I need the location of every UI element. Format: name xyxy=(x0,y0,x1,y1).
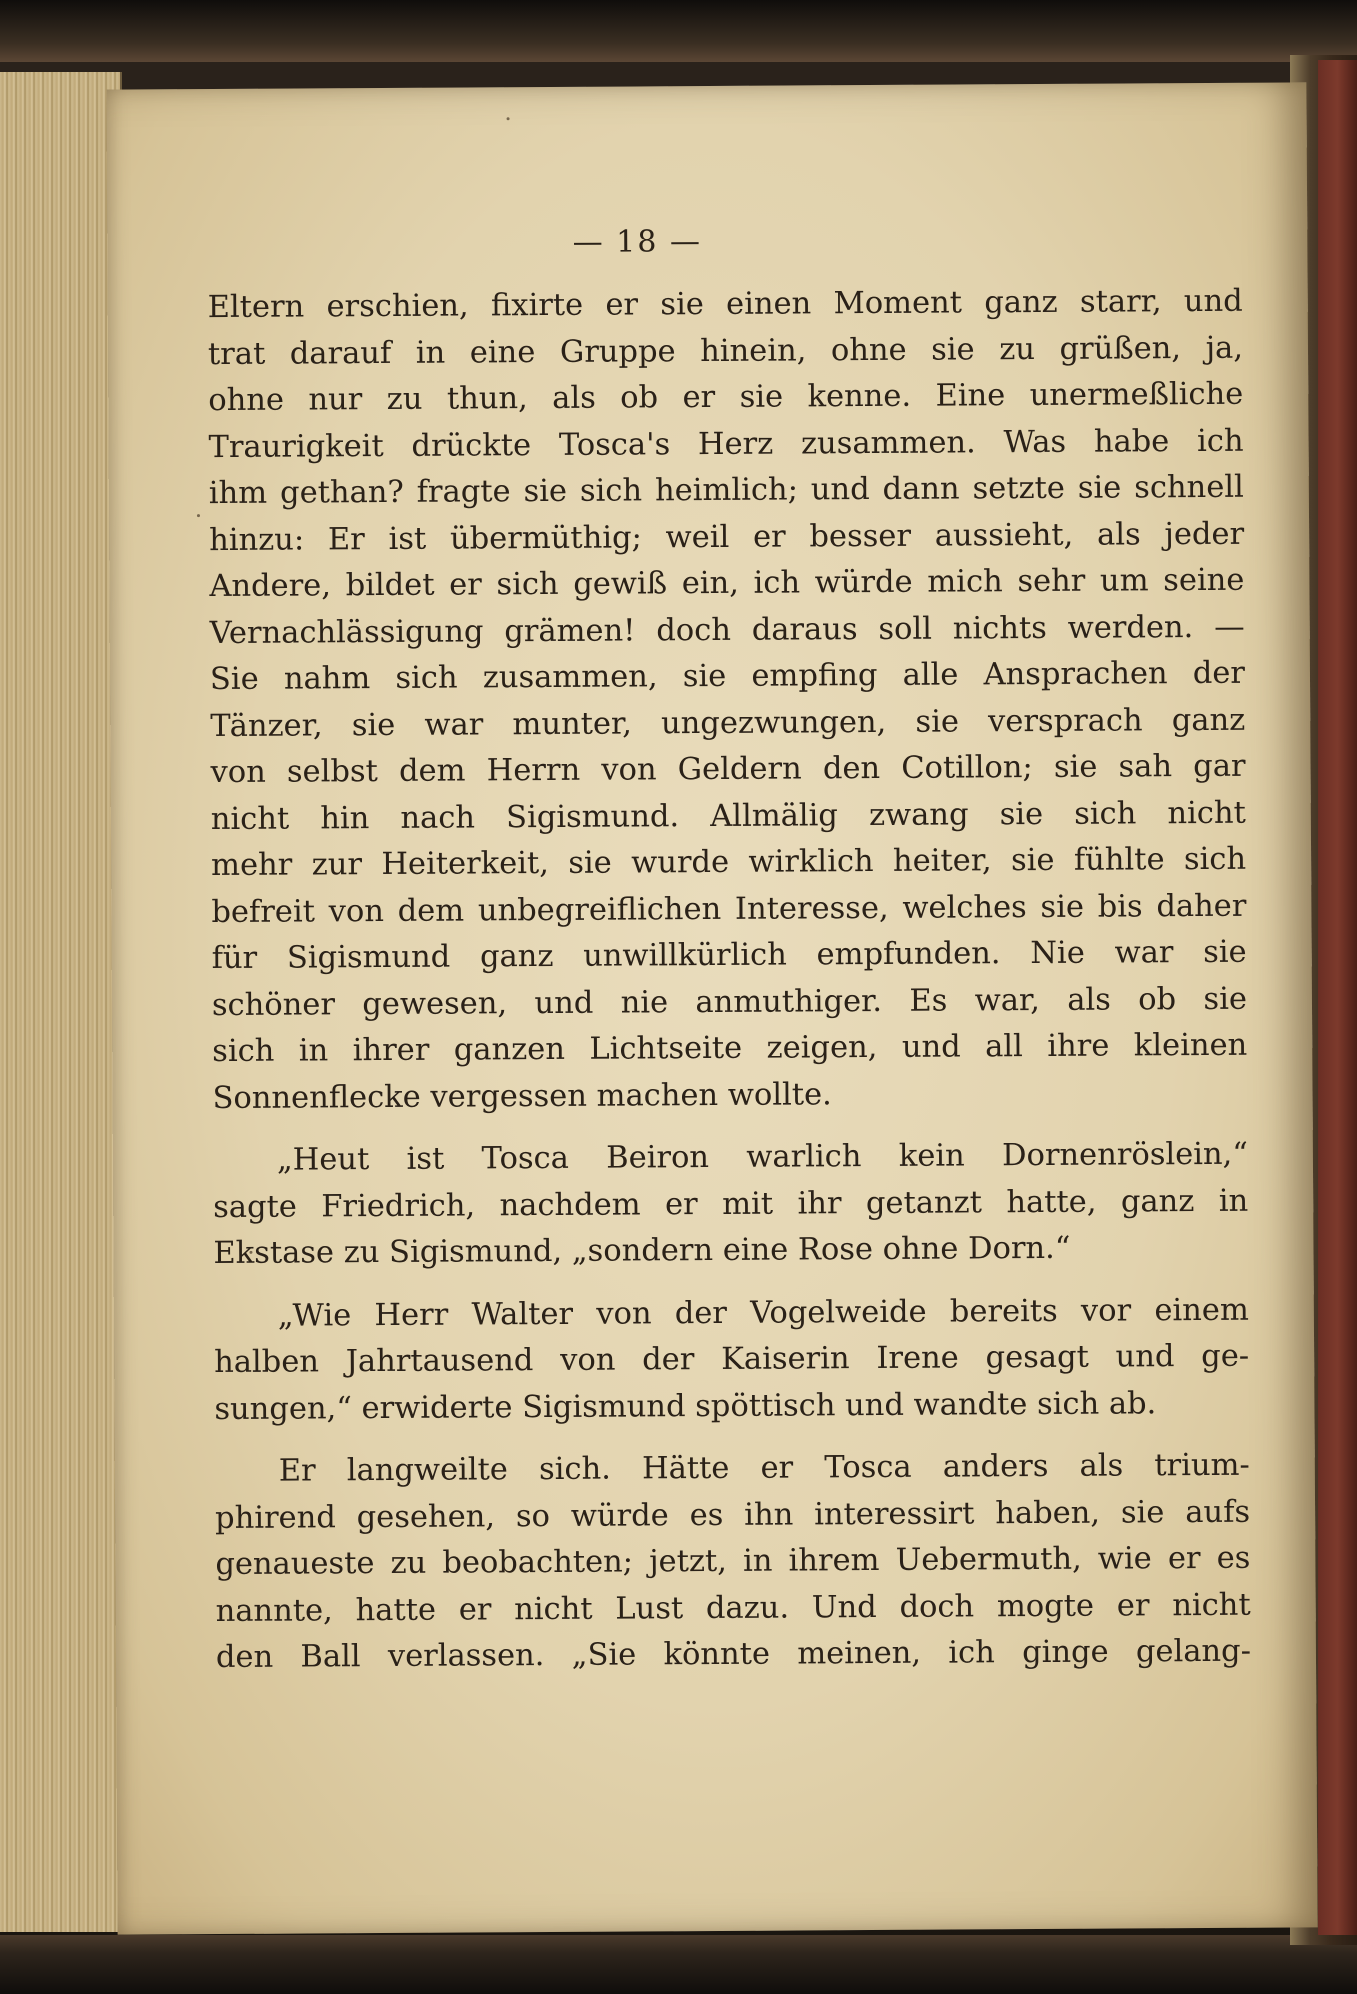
text-line: trat darauf in eine Gruppe hinein, ohne sie zu grüßen, ja, xyxy=(207,330,1244,372)
text-line: ihm gethan? fragte sie sich heimlich; und dann setzte sie schnell xyxy=(208,469,1244,512)
stacked-page-edges xyxy=(0,72,122,1932)
text-line: Er langweilte sich. Hätte er Tosca anders als trium- xyxy=(278,1447,1250,1489)
text-line: „Heut ist Tosca Beiron warlich kein Dornenröslein,“ xyxy=(276,1136,1249,1178)
binding-red-cloth xyxy=(1318,60,1357,1935)
text-line: Ekstase zu Sigismund, „sondern eine Rose ohne Dorn.“ xyxy=(213,1230,1071,1272)
text-line: von selbst dem Herrn von Geldern den Cotillon; sie sah gar xyxy=(210,748,1246,791)
book-cover-bottom-edge xyxy=(0,1935,1357,1994)
text-line: Sonnenflecke vergessen machen wollte. xyxy=(212,1076,832,1116)
text-line: sagte Friedrich, nachdem er mit ihr getanzt hatte, ganz in xyxy=(213,1183,1249,1225)
text-line: befreit von dem unbegreiflichen Interesse, welches sie bis daher xyxy=(211,888,1247,930)
text-line: Andere, bildet er sich gewiß ein, ich würde mich sehr um seine xyxy=(209,562,1245,605)
text-line: Traurigkeit drückte Tosca's Herz zusammen. Was habe ich xyxy=(208,423,1244,465)
body-text xyxy=(208,279,1252,1682)
paper-speck xyxy=(197,514,200,517)
text-line: Tänzer, sie war munter, ungezwungen, sie versprach ganz xyxy=(210,702,1246,744)
text-line: Vernachlässigung grämen! doch daraus soll nichts werden. — xyxy=(209,609,1245,651)
text-line: phirend gesehen, so würde es ihn interessirt haben, sie aufs xyxy=(214,1494,1251,1536)
page-number: — 18 — xyxy=(572,224,703,260)
text-line: „Wie Herr Walter von der Vogelweide bereits vor einem xyxy=(277,1292,1249,1334)
paper-speck xyxy=(507,117,510,120)
text-line: sungen,“ erwiderte Sigismund spöttisch und wandte sich ab. xyxy=(214,1385,1157,1427)
text-line: schöner gewesen, und nie anmuthiger. Es war, als ob sie xyxy=(211,981,1248,1023)
text-line: für Sigismund ganz unwillkürlich empfunden. Nie war sie xyxy=(211,934,1247,977)
book-page xyxy=(106,82,1317,1934)
text-line: den Ball verlassen. „Sie könnte meinen, ich ginge gelang- xyxy=(215,1633,1252,1676)
text-line: halben Jahrtausend von der Kaiserin Irene gesagt und ge- xyxy=(214,1338,1250,1381)
text-line: Eltern erschien, fixirte er sie einen Moment ganz starr, und xyxy=(207,283,1243,326)
text-line: nannte, hatte er nicht Lust dazu. Und doch mogte er nicht xyxy=(215,1587,1251,1629)
text-line: ohne nur zu thun, als ob er sie kenne. Eine unermeßliche xyxy=(208,376,1244,419)
text-line: sich in ihrer ganzen Lichtseite zeigen, und all ihre kleinen xyxy=(212,1027,1248,1070)
book-cover-top-edge xyxy=(0,0,1357,62)
text-line: hinzu: Er ist übermüthig; weil er besser aussieht, als jeder xyxy=(209,516,1245,558)
text-line: nicht hin nach Sigismund. Allmälig zwang sie sich nicht xyxy=(210,795,1246,837)
text-line: genaueste zu beobachten; jetzt, in ihrem Uebermuth, wie er es xyxy=(215,1540,1251,1583)
text-line: Sie nahm sich zusammen, sie empfing alle Ansprachen der xyxy=(209,655,1246,698)
text-line: mehr zur Heiterkeit, sie wurde wirklich heiter, sie fühlte sich xyxy=(211,841,1247,884)
